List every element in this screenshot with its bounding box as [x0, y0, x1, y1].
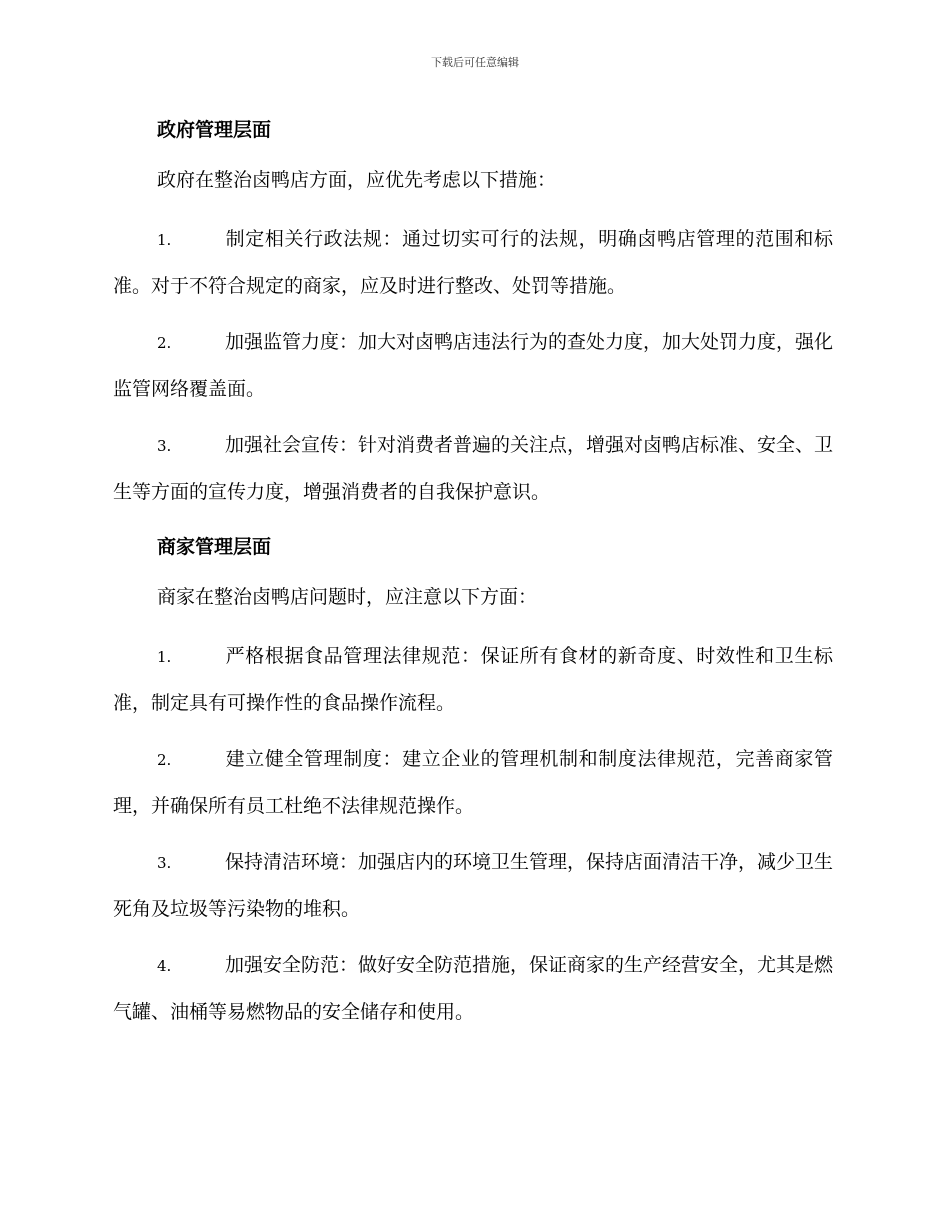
list-item: [113, 736, 833, 829]
list-item-text: 保持清洁环境：加强店内的环境卫生管理，保持店面清洁干净，减少卫生死角及垃圾等污染物的堆积。: [113, 851, 834, 920]
list-item-text: 加强社会宣传：针对消费者普遍的关注点，增强对卤鸭店标准、安全、卫生等方面的宣传力度，增强消费者的自我保护意识。: [113, 434, 834, 503]
list-item-number: 2.: [157, 751, 172, 769]
section-intro: 政府在整治卤鸭店方面，应优先考虑以下措施：: [157, 169, 557, 191]
list-item: [113, 633, 833, 726]
list-item-text: 建立健全管理制度：建立企业的管理机制和制度法律规范，完善商家管理，并确保所有员工杜绝不法律规范操作。: [113, 748, 833, 817]
list-item: [113, 216, 833, 309]
list-item: [113, 422, 833, 515]
list-item-text: 制定相关行政法规：通过切实可行的法规，明确卤鸭店管理的范围和标准。对于不符合规定的商家，应及时进行整改、处罚等措施。: [113, 228, 833, 297]
list-item: [113, 942, 833, 1035]
list-item-number: 3.: [157, 437, 172, 455]
list-item-number: 4.: [157, 957, 172, 975]
list-item-number: 2.: [157, 334, 172, 352]
list-item-text: 加强安全防范：做好安全防范措施，保证商家的生产经营安全，尤其是燃气罐、油桶等易燃物品的安全储存和使用。: [113, 954, 834, 1023]
list-item-number: 1.: [157, 231, 172, 249]
section-title: 政府管理层面: [157, 119, 272, 141]
list-item-number: 1.: [157, 648, 172, 666]
section-title: 商家管理层面: [157, 536, 272, 558]
list-item-text: 加强监管力度：加大对卤鸭店违法行为的查处力度，加大处罚力度，强化监管网络覆盖面。: [113, 331, 834, 400]
list-item: [113, 319, 833, 412]
section-government: [113, 112, 833, 515]
list-item-number: 3.: [157, 854, 172, 872]
section-intro: 商家在整治卤鸭店问题时，应注意以下方面：: [157, 586, 538, 608]
list-item: [113, 839, 833, 932]
page-header: 下载后可任意编辑: [431, 56, 519, 69]
document-body: [113, 112, 833, 1045]
section-merchant: [113, 529, 833, 1035]
list-item-text: 严格根据食品管理法律规范：保证所有食材的新奇度、时效性和卫生标准，制定具有可操作性的食品操作流程。: [113, 645, 833, 714]
